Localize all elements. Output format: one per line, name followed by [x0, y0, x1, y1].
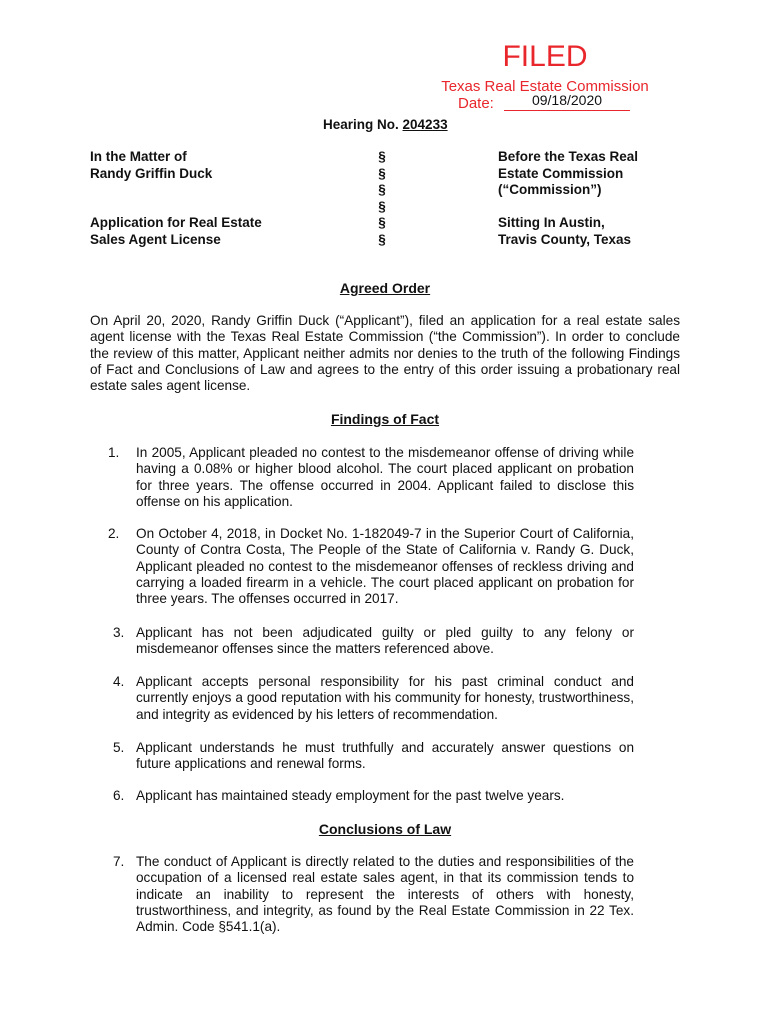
section-mark: § [378, 215, 386, 230]
caption-respondent-name: Randy Griffin Duck [90, 165, 213, 181]
caption-location-line-2: Travis County, Texas [498, 231, 632, 247]
hearing-number [323, 117, 448, 134]
finding-number: 2. [108, 526, 120, 541]
conclusion-text: The conduct of Applicant is directly related to the duties and responsibilities of the occupation of a licensed real estate sales agent, in that its commission tends to indicate an inability to represent the interests of others with honesty, trustworthiness, and integrity, as found by the Real Estate Commission in 22 Tex. Admin. Code §541.1(a). [136, 854, 634, 935]
finding-text: In 2005, Applicant pleaded no contest to the misdemeanor offense of driving while having a 0.08% or higher blood alcohol. The court placed applicant on probation for three years. The offense occurred in 2004. Applicant failed to disclose this offense on his application. [136, 445, 634, 509]
section-mark: § [378, 231, 386, 247]
finding-number: 6. [113, 788, 125, 803]
hearing-label: Hearing No. [323, 117, 399, 132]
finding-number: 1. [108, 445, 120, 460]
caption-tribunal-line-3: (“Commission”) [498, 182, 602, 197]
intro-paragraph: On April 20, 2020, Randy Griffin Duck (“Applicant”), filed an application for a real estate sales agent license with the Texas Real Estate Commission (“the Commission”). In order to conclude the review of this matter, Applicant neither admits nor denies to the truth of the following Findings of Fact and Conclusions of Law and agrees to the entry of this order issuing a probationary real estate sales agent license. [90, 313, 680, 394]
filed-stamp-agency: Texas Real Estate Commission [441, 78, 649, 95]
finding-text: Applicant has maintained steady employment for the past twelve years. [136, 788, 565, 803]
caption-matter-label: In the Matter of [90, 149, 187, 164]
finding-text: On October 4, 2018, in Docket No. 1-182049-7 in the Superior Court of California, County of Contra Costa, The People of the State of California v. Randy G. Duck, Applicant pleaded no contest to the misdemeanor offenses of reckless driving and carrying a loaded firearm in a vehicle. The court placed applicant on probation for three years. The offenses occurred in 2017. [136, 526, 634, 607]
finding-number: 3. [113, 625, 125, 640]
caption-tribunal-line-2: Estate Commission [498, 165, 624, 181]
order-title: Agreed Order [339, 280, 431, 296]
filed-stamp-date: 09/18/2020 [504, 92, 630, 111]
filed-stamp-title: FILED [502, 40, 588, 73]
filed-stamp-date-label: Date: [458, 95, 494, 112]
finding-number: 4. [113, 674, 125, 689]
caption-application-type: Application for Real Estate [90, 215, 262, 230]
caption-tribunal-line-1: Before the Texas Real [498, 149, 639, 164]
conclusion-number: 7. [113, 854, 125, 869]
section-mark: § [378, 198, 386, 214]
caption-license-type: Sales Agent License [90, 231, 221, 247]
finding-text: Applicant understands he must truthfully and accurately answer questions on future applications and renewal forms. [136, 740, 634, 772]
section-mark: § [378, 149, 386, 164]
section-mark: § [378, 165, 386, 181]
finding-text: Applicant accepts personal responsibility for his past criminal conduct and currently enjoys a good reputation with his community for honesty, trustworthiness, and integrity as evidenced by his letters of recommendation. [136, 674, 634, 722]
conclusions-title: Conclusions of Law [318, 821, 452, 837]
finding-number: 5. [113, 740, 125, 755]
finding-text: Applicant has not been adjudicated guilty or pled guilty to any felony or misdemeanor offenses since the matters referenced above. [136, 625, 634, 657]
section-mark: § [378, 182, 386, 197]
hearing-number-value: 204233 [402, 117, 448, 132]
caption-location-line-1: Sitting In Austin, [498, 215, 605, 230]
findings-title: Findings of Fact [330, 411, 440, 427]
caption-section-marks [372, 149, 392, 248]
